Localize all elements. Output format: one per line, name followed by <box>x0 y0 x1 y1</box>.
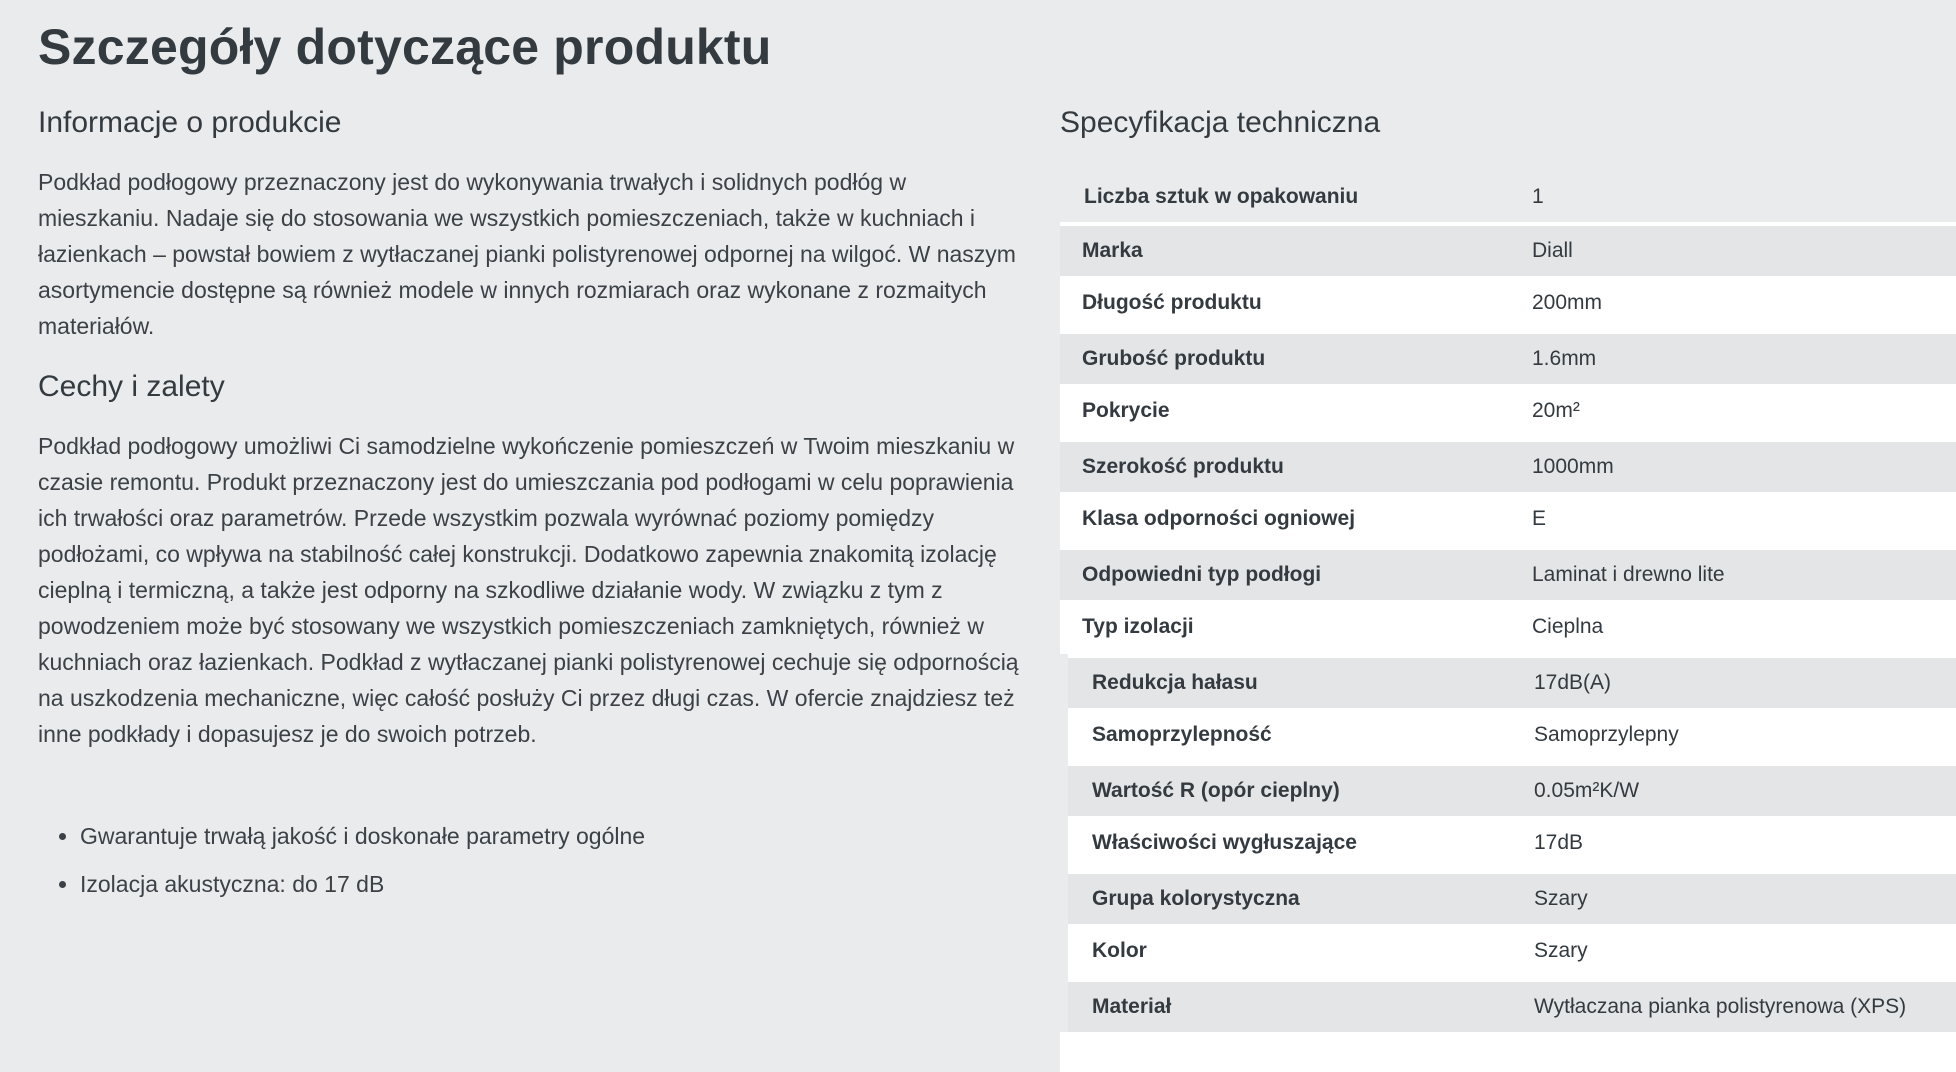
spec-row <box>1060 172 1956 222</box>
spec-row <box>1060 600 1956 654</box>
spec-value: E <box>1532 507 1547 530</box>
spec-value: Samoprzylepny <box>1534 723 1679 746</box>
spec-row <box>1068 816 1956 870</box>
spec-key: Materiał <box>1092 995 1172 1018</box>
spec-row <box>1060 546 1956 600</box>
spec-key: Właściwości wygłuszające <box>1092 831 1357 854</box>
spec-key: Marka <box>1082 239 1143 262</box>
spec-table <box>1060 172 1956 1072</box>
info-heading: Informacje o produkcie <box>38 106 342 139</box>
spec-row <box>1068 978 1956 1032</box>
spec-value: 20m² <box>1532 399 1580 422</box>
info-text: Podkład podłogowy przeznaczony jest do wykonywania trwałych i solidnych podłóg w mieszkaniu. Nadaje się do stosowania we wszystkich pomieszczeniach, także w kuchniach i łazienkach – powstał bowiem z wytłaczanej pianki polistyrenowej odpornej na wilgoć. W naszym asortymencie dostępne są również modele w innych rozmiarach oraz wykonane z rozmaitych materiałów. <box>38 169 1016 339</box>
spec-key: Szerokość produktu <box>1082 455 1284 478</box>
spec-row <box>1068 762 1956 816</box>
spec-row <box>1060 330 1956 384</box>
spec-row <box>1068 708 1956 762</box>
page-title: Szczegóły dotyczące produktu <box>38 19 772 75</box>
spec-key: Długość produktu <box>1082 291 1262 314</box>
spec-value: Diall <box>1532 239 1573 262</box>
spec-key: Samoprzylepność <box>1092 723 1272 746</box>
spec-heading: Specyfikacja techniczna <box>1060 106 1381 139</box>
spec-key: Grupa kolorystyczna <box>1092 887 1300 910</box>
spec-row <box>1060 222 1956 276</box>
spec-key: Redukcja hałasu <box>1092 671 1258 694</box>
spec-value: Szary <box>1534 939 1588 962</box>
spec-value: 17dB(A) <box>1534 671 1612 694</box>
spec-key: Grubość produktu <box>1082 347 1266 370</box>
spec-value: 1 <box>1532 185 1544 208</box>
spec-row <box>1060 276 1956 330</box>
spec-row <box>1068 654 1956 708</box>
spec-key: Liczba sztuk w opakowaniu <box>1084 185 1359 208</box>
spec-value: Wytłaczana pianka polistyrenowa (XPS) <box>1534 995 1907 1018</box>
spec-key: Kolor <box>1092 939 1147 962</box>
feature-item: • Izolacja akustyczna: do 17 dB <box>80 860 645 908</box>
spec-row <box>1068 924 1956 978</box>
features-heading: Cechy i zalety <box>38 370 225 403</box>
spec-row <box>1060 438 1956 492</box>
spec-key: Wartość R (opór cieplny) <box>1092 779 1340 802</box>
spec-key: Pokrycie <box>1082 399 1170 422</box>
spec-value: 0.05m²K/W <box>1534 779 1640 802</box>
spec-key: Odpowiedni typ podłogi <box>1082 563 1322 586</box>
spec-value: 17dB <box>1534 831 1584 854</box>
spec-key: Klasa odporności ogniowej <box>1082 507 1356 530</box>
spec-value: Cieplna <box>1532 615 1604 638</box>
spec-row <box>1060 492 1956 546</box>
spec-value: Laminat i drewno lite <box>1532 563 1725 586</box>
spec-value: 1.6mm <box>1532 347 1597 370</box>
features-text: Podkład podłogowy umożliwi Ci samodzielne wykończenie pomieszczeń w Twoim mieszkaniu w czasie remontu. Produkt przeznaczony jest do umieszczania pod podłogami w celu poprawienia ich trwałości oraz parametrów. Przede wszystkim pozwala wyrównać poziomy pomiędzy podłożami, co wpływa na stabilność całej konstrukcji. Dodatkowo zapewnia znakomitą izolację cieplną i termiczną, a także jest odporny na szkodliwe działanie wody. W związku z tym z powodzeniem może być stosowany we wszystkich pomieszczeniach zamkniętych, również w kuchniach oraz łazienkach. Podkład z wytłaczanej pianki polistyrenowej cechuje się odpornością na uszkodzenia mechaniczne, więc całość posłuży Ci przez długi czas. W ofercie znajdziesz też inne podkłady i dopasujesz je do swoich potrzeb. <box>38 433 1019 747</box>
spec-row <box>1068 870 1956 924</box>
spec-value: 1000mm <box>1532 455 1614 478</box>
spec-table-footer <box>1060 1032 1956 1072</box>
spec-row <box>1060 384 1956 438</box>
spec-value: Szary <box>1534 887 1588 910</box>
spec-value: 200mm <box>1532 291 1603 314</box>
features-list <box>38 812 645 908</box>
feature-item: • Gwarantuje trwałą jakość i doskonałe parametry ogólne <box>80 812 645 860</box>
spec-key: Typ izolacji <box>1082 615 1194 638</box>
